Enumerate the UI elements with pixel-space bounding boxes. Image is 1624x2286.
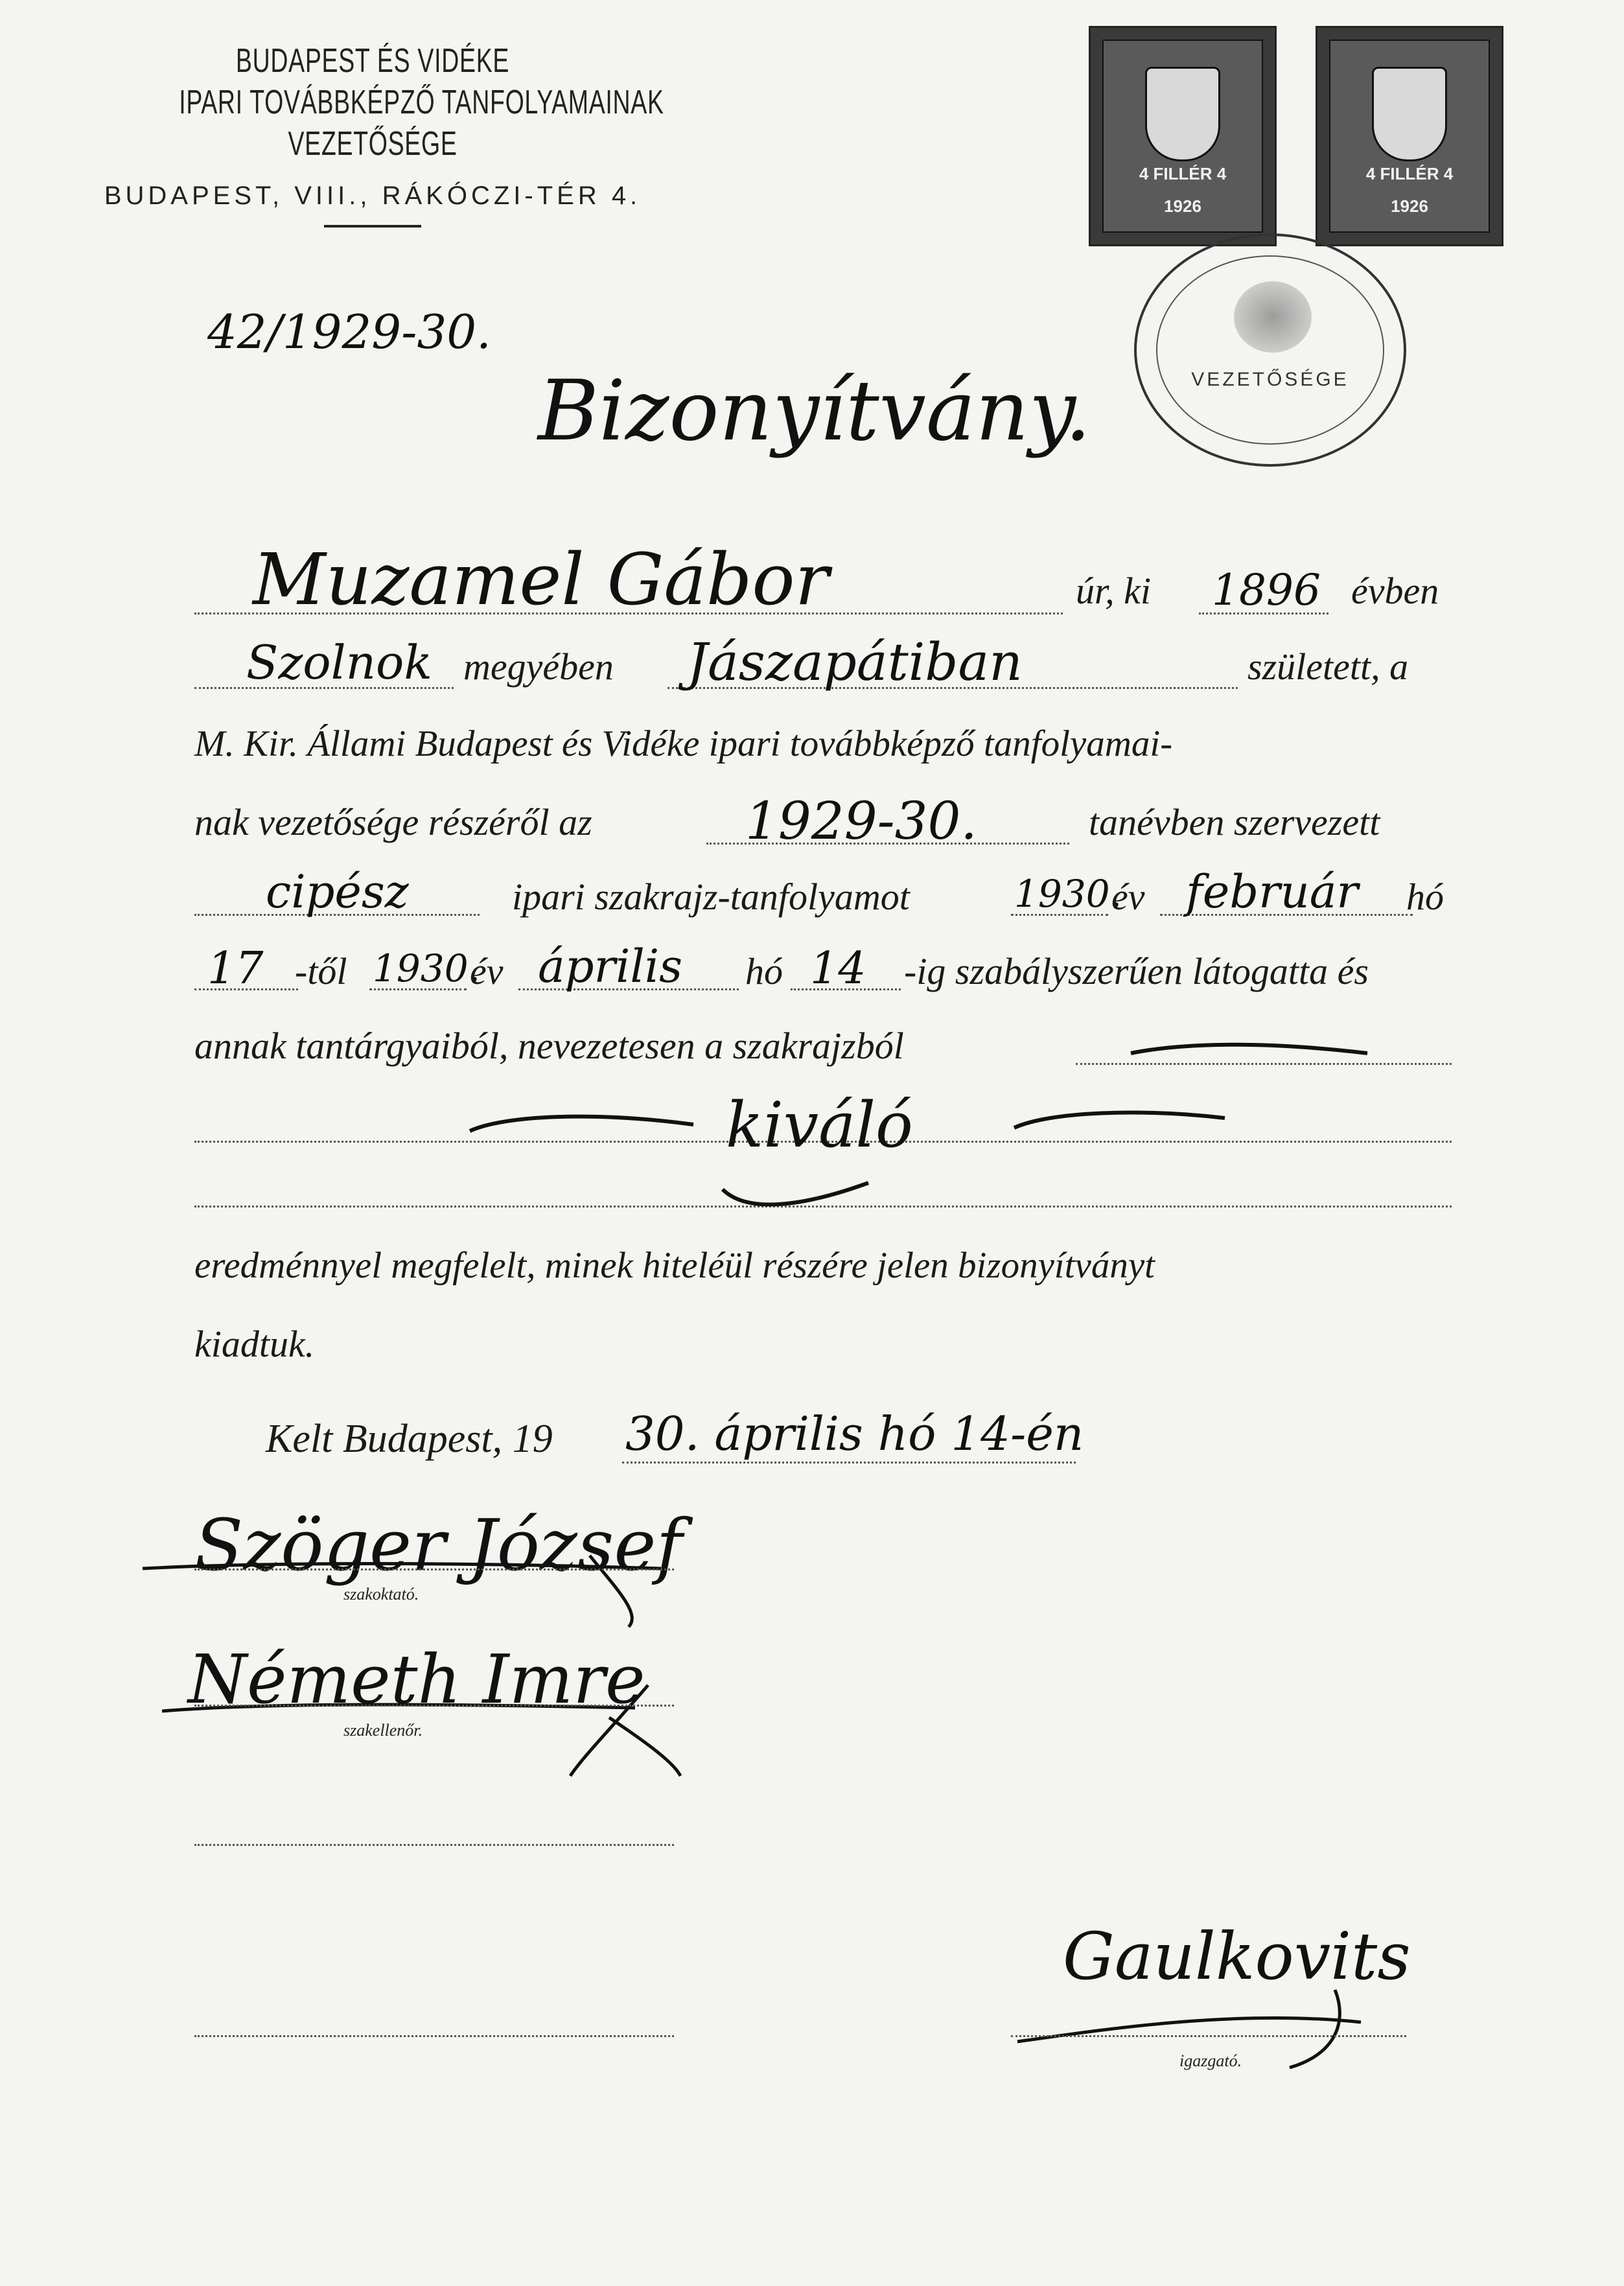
coat-of-arms-icon	[1372, 67, 1447, 161]
revenue-stamp-2	[1316, 26, 1503, 246]
field-birth-year: 1896	[1212, 565, 1321, 615]
body-line-5c: hó	[1406, 876, 1444, 918]
document-title: Bizonyítvány.	[538, 363, 1091, 460]
field-issue-date: 30. április hó 14-én	[625, 1406, 1084, 1461]
letterhead	[104, 40, 664, 227]
field-school-year: 1929-30.	[745, 791, 977, 851]
signature-line	[194, 1705, 674, 1707]
signature-3-label: igazgató.	[1179, 2051, 1242, 2070]
field-end-month: április	[538, 940, 683, 993]
field-grade: kiváló	[726, 1089, 913, 1161]
field-end-day: 14	[810, 943, 866, 994]
letterhead-line-3: VEZETŐSÉGE	[288, 125, 458, 163]
coat-of-arms-icon	[1145, 67, 1220, 161]
field-town: Jászapátiban	[687, 632, 1023, 692]
letterhead-divider	[324, 225, 421, 227]
signature-line	[194, 1844, 674, 1846]
filler-stroke	[1128, 1034, 1374, 1066]
signature-line	[194, 2035, 674, 2037]
letterhead-line-1: BUDAPEST ÉS VIDÉKE	[235, 42, 510, 80]
filler-stroke	[719, 1176, 875, 1215]
body-line-3: M. Kir. Állami Budapest és Vidéke ipari továbbképző tanfolyamai-	[194, 723, 1173, 764]
body-line-6b: év	[470, 950, 504, 992]
signature-3: Gaulkovits	[1063, 1919, 1411, 1994]
label-ur-ki: úr, ki	[1076, 570, 1151, 612]
signature-2-label: szakellenőr.	[343, 1721, 423, 1740]
body-line-5b: év	[1111, 876, 1145, 918]
signature-2: Németh Imre	[188, 1640, 645, 1719]
body-line-6c: hó	[745, 950, 783, 992]
label-kelt: Kelt Budapest, 19	[266, 1417, 553, 1461]
stamp-denomination: 4 FILLÉR 4	[1139, 164, 1227, 183]
field-start-day: 17	[207, 943, 264, 994]
seal-emblem-icon	[1234, 281, 1312, 353]
body-line-6a: -től	[295, 950, 347, 992]
stamp-frame	[1102, 40, 1263, 233]
filler-stroke	[467, 1102, 700, 1141]
filler-stroke	[1011, 1102, 1231, 1141]
reference-number: 42/1929-30.	[207, 305, 491, 359]
field-start-year: 1930.	[1014, 872, 1122, 916]
stamp-frame	[1329, 40, 1490, 233]
body-line-4a: nak vezetősége részéről az	[194, 801, 592, 843]
stamp-year: 1926	[1391, 196, 1428, 216]
label-megyeben: megyében	[463, 646, 614, 688]
field-trade: cipész	[266, 865, 409, 918]
field-county: Szolnok	[246, 635, 432, 690]
official-seal	[1134, 233, 1406, 467]
field-name: Muzamel Gábor	[253, 538, 829, 621]
letterhead-line-2: IPARI TOVÁBBKÉPZŐ TANFOLYAMAINAK	[179, 84, 664, 121]
stamp-year: 1926	[1164, 196, 1201, 216]
revenue-stamp-1	[1089, 26, 1277, 246]
label-evben: évben	[1351, 570, 1439, 612]
signature-1: Szöger József	[194, 1504, 683, 1587]
letterhead-address: BUDAPEST, VIII., RÁKÓCZI-TÉR 4.	[104, 181, 642, 210]
field-start-month: február	[1186, 865, 1358, 918]
stamp-denomination: 4 FILLÉR 4	[1365, 164, 1454, 183]
label-szuletett: született, a	[1247, 646, 1409, 688]
body-line-6d: -ig szabályszerűen látogatta és	[904, 950, 1369, 992]
body-line-9: kiadtuk.	[194, 1323, 315, 1365]
signature-line	[194, 1569, 674, 1570]
signature-1-label: szakoktató.	[343, 1585, 419, 1604]
field-end-year: 1930.	[373, 946, 481, 990]
seal-text: VEZETŐSÉGE	[1191, 369, 1349, 390]
body-line-7: annak tantárgyaiból, nevezetesen a szakrajzból	[194, 1025, 904, 1067]
body-line-5a: ipari szakrajz-tanfolyamot	[512, 876, 910, 918]
body-line-8: eredménnyel megfelelt, minek hiteléül részére jelen bizonyítványt	[194, 1245, 1155, 1286]
fill-line	[622, 1462, 1076, 1464]
body-line-4b: tanévben szervezett	[1089, 801, 1380, 843]
signature-line	[1011, 2035, 1406, 2037]
